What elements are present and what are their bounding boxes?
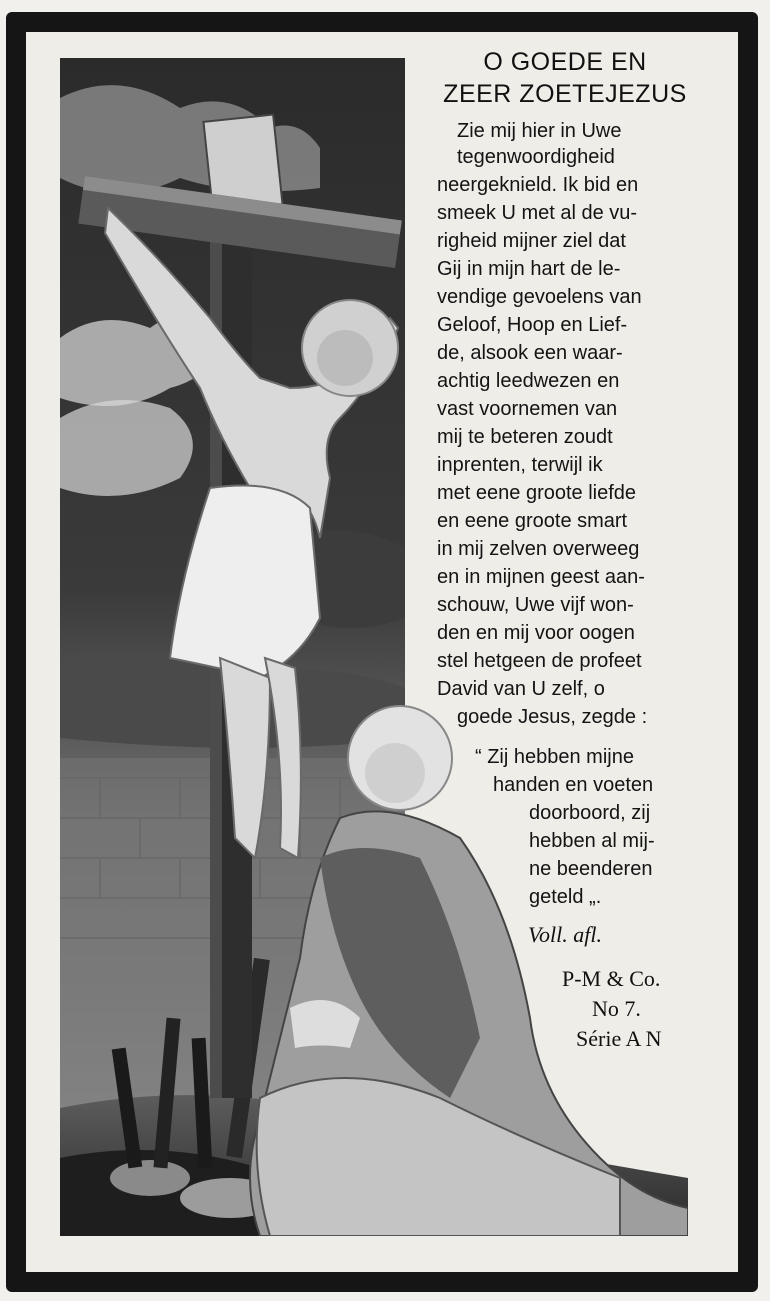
psalm-quote-line: handen en voeten [493,774,654,796]
publisher-line2: No 7. [592,996,641,1021]
prayer-line: schouw, Uwe vijf won- [437,594,634,616]
prayer-line: Geloof, Hoop en Lief- [437,314,628,336]
prayer-line: smeek U met al de vu- [437,202,638,224]
prayer-line: in mij zelven overweeg [437,538,640,560]
prayer-line: righeid mijner ziel dat [437,230,626,252]
prayer-line: de, alsook een waar- [437,342,623,364]
prayer-line: en eene groote smart [437,510,628,532]
psalm-quote-line: “ Zij hebben mijne [475,746,634,768]
prayer-line: achtig leedwezen en [437,370,620,392]
prayer-line: met eene groote liefde [437,482,637,504]
prayer-line: David van U zelf, o [437,678,605,700]
psalm-quote-line: doorboord, zij [529,802,651,824]
prayer-line: inprenten, terwijl ik [437,454,603,476]
psalm-quote-line: geteld „. [529,886,602,908]
prayer-line: mij te beteren zoudt [437,426,613,448]
prayer-line: vendige gevoelens van [437,286,642,308]
prayer-line: en in mijnen geest aan- [437,566,645,588]
psalm-reference: Voll. afl. [528,922,602,947]
prayer-line: goede Jesus, zegde : [457,706,648,728]
prayer-title-line2: ZEER ZOETEJEZUS [443,80,687,108]
prayer-line: den en mij voor oogen [437,622,635,644]
prayer-line: vast voornemen van [437,398,618,420]
psalm-quote-line: ne beenderen [529,858,653,880]
prayer-line: Gij in mijn hart de le- [437,258,621,280]
prayer-text-panel [415,40,715,947]
prayer-title-line1: O GOEDE EN [483,48,647,76]
publisher-line1: P-M & Co. [562,966,661,991]
prayer-line: Zie mij hier in Uwe [457,120,622,142]
prayer-line: stel hetgeen de profeet [437,650,642,672]
publisher-line3: Série A N [576,1026,662,1051]
prayer-line: tegenwoordigheid [457,146,615,168]
psalm-quote-line: hebben al mij- [529,830,655,852]
prayer-line: neergeknield. Ik bid en [437,174,639,196]
